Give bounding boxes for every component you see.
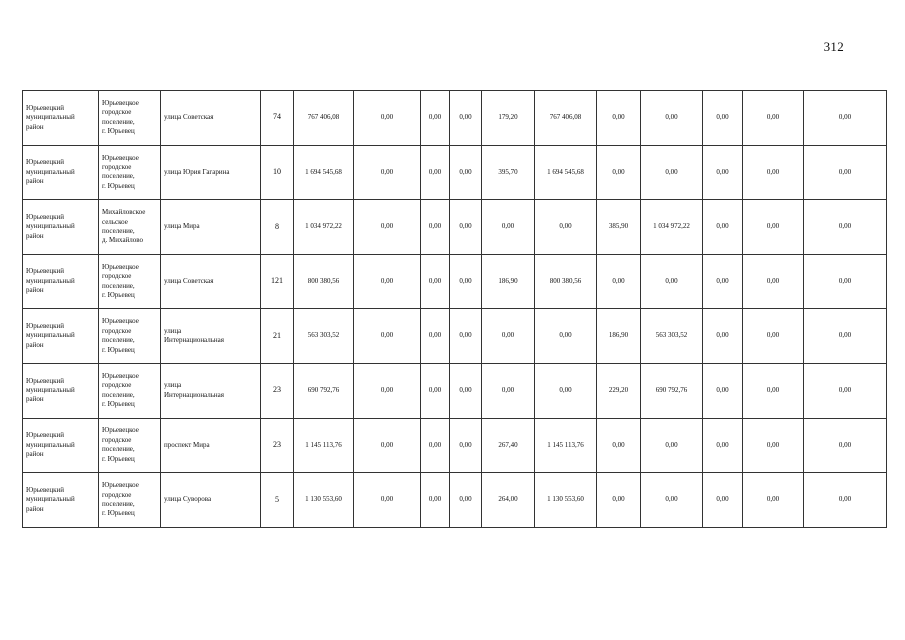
- value-cell: 1 145 113,76: [535, 418, 597, 473]
- settlement-cell: Юрьевецкое городское поселение, г. Юрьевец: [99, 254, 161, 309]
- value-cell: 800 380,56: [535, 254, 597, 309]
- value-cell: 264,00: [482, 473, 535, 528]
- street-cell: улица Интернациональная: [161, 363, 261, 418]
- value-cell: 0,00: [743, 418, 804, 473]
- value-cell: 0,00: [450, 473, 482, 528]
- street-cell: проспект Мира: [161, 418, 261, 473]
- value-cell: 0,00: [354, 473, 421, 528]
- value-cell: 0,00: [743, 200, 804, 255]
- value-cell: 563 303,52: [641, 309, 703, 364]
- value-cell: 1 034 972,22: [294, 200, 354, 255]
- value-cell: 1 130 553,60: [535, 473, 597, 528]
- value-cell: 0,00: [421, 309, 450, 364]
- value-cell: 767 406,08: [535, 91, 597, 146]
- value-cell: 186,90: [597, 309, 641, 364]
- value-cell: 0,00: [597, 91, 641, 146]
- value-cell: 1 130 553,60: [294, 473, 354, 528]
- value-cell: 0,00: [354, 200, 421, 255]
- value-cell: 179,20: [482, 91, 535, 146]
- value-cell: 0,00: [804, 309, 887, 364]
- value-cell: 0,00: [641, 254, 703, 309]
- value-cell: 0,00: [354, 309, 421, 364]
- value-cell: 1 694 545,68: [294, 145, 354, 200]
- value-cell: 0,00: [743, 254, 804, 309]
- value-cell: 0,00: [641, 91, 703, 146]
- value-cell: 767 406,08: [294, 91, 354, 146]
- district-cell: Юрьевецкий муниципальный район: [23, 200, 99, 255]
- value-cell: 563 303,52: [294, 309, 354, 364]
- repair-register-table: [22, 90, 887, 528]
- value-cell: 0,00: [703, 200, 743, 255]
- value-cell: 0,00: [354, 418, 421, 473]
- value-cell: 0,00: [450, 418, 482, 473]
- settlement-cell: Юрьевецкое городское поселение, г. Юрьевец: [99, 473, 161, 528]
- house-number-cell: 74: [261, 91, 294, 146]
- district-cell: Юрьевецкий муниципальный район: [23, 363, 99, 418]
- value-cell: 0,00: [743, 363, 804, 418]
- house-number-cell: 10: [261, 145, 294, 200]
- value-cell: 0,00: [354, 363, 421, 418]
- value-cell: 0,00: [450, 145, 482, 200]
- value-cell: 0,00: [450, 91, 482, 146]
- house-number-cell: 8: [261, 200, 294, 255]
- value-cell: 0,00: [421, 145, 450, 200]
- value-cell: 0,00: [804, 145, 887, 200]
- value-cell: 0,00: [535, 363, 597, 418]
- table-row: [23, 473, 887, 528]
- value-cell: 0,00: [354, 91, 421, 146]
- value-cell: 0,00: [421, 91, 450, 146]
- street-cell: улица Советская: [161, 254, 261, 309]
- value-cell: 0,00: [641, 418, 703, 473]
- value-cell: 1 034 972,22: [641, 200, 703, 255]
- value-cell: 0,00: [597, 254, 641, 309]
- value-cell: 0,00: [421, 254, 450, 309]
- table-row: [23, 363, 887, 418]
- district-cell: Юрьевецкий муниципальный район: [23, 254, 99, 309]
- value-cell: 0,00: [597, 418, 641, 473]
- value-cell: 0,00: [354, 145, 421, 200]
- district-cell: Юрьевецкий муниципальный район: [23, 145, 99, 200]
- value-cell: 0,00: [450, 309, 482, 364]
- settlement-cell: Юрьевецкое городское поселение, г. Юрьевец: [99, 363, 161, 418]
- value-cell: 0,00: [450, 254, 482, 309]
- value-cell: 0,00: [703, 145, 743, 200]
- value-cell: 0,00: [743, 473, 804, 528]
- street-cell: улица Суворова: [161, 473, 261, 528]
- value-cell: 0,00: [804, 254, 887, 309]
- value-cell: 800 380,56: [294, 254, 354, 309]
- value-cell: 0,00: [450, 363, 482, 418]
- value-cell: 0,00: [450, 200, 482, 255]
- table-row: [23, 254, 887, 309]
- value-cell: 0,00: [743, 145, 804, 200]
- value-cell: 0,00: [597, 145, 641, 200]
- district-cell: Юрьевецкий муниципальный район: [23, 473, 99, 528]
- table-row: [23, 145, 887, 200]
- value-cell: 0,00: [703, 91, 743, 146]
- value-cell: 0,00: [703, 418, 743, 473]
- value-cell: 0,00: [703, 254, 743, 309]
- value-cell: 0,00: [354, 254, 421, 309]
- table-row: [23, 91, 887, 146]
- house-number-cell: 23: [261, 363, 294, 418]
- value-cell: 0,00: [743, 309, 804, 364]
- table-row: [23, 418, 887, 473]
- value-cell: 385,90: [597, 200, 641, 255]
- value-cell: 0,00: [482, 309, 535, 364]
- value-cell: 0,00: [421, 363, 450, 418]
- value-cell: 229,20: [597, 363, 641, 418]
- street-cell: улица Советская: [161, 91, 261, 146]
- settlement-cell: Юрьевецкое городское поселение, г. Юрьевец: [99, 91, 161, 146]
- value-cell: 1 694 545,68: [535, 145, 597, 200]
- value-cell: 0,00: [804, 91, 887, 146]
- value-cell: 0,00: [421, 418, 450, 473]
- value-cell: 0,00: [743, 91, 804, 146]
- value-cell: 267,40: [482, 418, 535, 473]
- value-cell: 395,70: [482, 145, 535, 200]
- value-cell: 0,00: [641, 473, 703, 528]
- value-cell: 1 145 113,76: [294, 418, 354, 473]
- settlement-cell: Юрьевецкое городское поселение, г. Юрьевец: [99, 309, 161, 364]
- page-number: 312: [823, 39, 844, 54]
- house-number-cell: 5: [261, 473, 294, 528]
- value-cell: 0,00: [804, 418, 887, 473]
- value-cell: 0,00: [804, 363, 887, 418]
- value-cell: 0,00: [482, 363, 535, 418]
- value-cell: 0,00: [482, 200, 535, 255]
- value-cell: 186,90: [482, 254, 535, 309]
- value-cell: 0,00: [641, 145, 703, 200]
- district-cell: Юрьевецкий муниципальный район: [23, 418, 99, 473]
- house-number-cell: 23: [261, 418, 294, 473]
- value-cell: 0,00: [703, 363, 743, 418]
- table-row: [23, 309, 887, 364]
- value-cell: 0,00: [703, 473, 743, 528]
- settlement-cell: Юрьевецкое городское поселение, г. Юрьевец: [99, 418, 161, 473]
- house-number-cell: 121: [261, 254, 294, 309]
- value-cell: 690 792,76: [641, 363, 703, 418]
- settlement-cell: Михайловское сельское поселение, д. Михайлово: [99, 200, 161, 255]
- value-cell: 690 792,76: [294, 363, 354, 418]
- street-cell: улица Юрия Гагарина: [161, 145, 261, 200]
- value-cell: 0,00: [703, 309, 743, 364]
- value-cell: 0,00: [421, 200, 450, 255]
- value-cell: 0,00: [804, 473, 887, 528]
- value-cell: 0,00: [535, 200, 597, 255]
- settlement-cell: Юрьевецкое городское поселение, г. Юрьевец: [99, 145, 161, 200]
- street-cell: улица Интернациональная: [161, 309, 261, 364]
- table-row: [23, 200, 887, 255]
- street-cell: улица Мира: [161, 200, 261, 255]
- value-cell: 0,00: [804, 200, 887, 255]
- value-cell: 0,00: [421, 473, 450, 528]
- value-cell: 0,00: [535, 309, 597, 364]
- house-number-cell: 21: [261, 309, 294, 364]
- district-cell: Юрьевецкий муниципальный район: [23, 91, 99, 146]
- value-cell: 0,00: [597, 473, 641, 528]
- district-cell: Юрьевецкий муниципальный район: [23, 309, 99, 364]
